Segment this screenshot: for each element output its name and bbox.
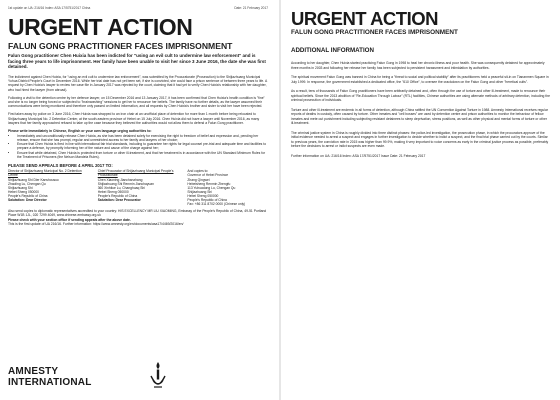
logo-line: AMNESTY <box>8 366 59 377</box>
address-heading: Director of Shijiazhuang Municipal No. 2 Detention Centre <box>8 169 82 178</box>
address-line: 360 Xinhilue Lu, Changhuaq Shi <box>97 185 145 190</box>
address-line: Hebei Sheng 050000 <box>187 193 219 198</box>
page-title: URGENT ACTION <box>8 14 193 40</box>
address-line: Shijiazhuang Shi Dier Kanshousuo <box>8 177 59 182</box>
address-line: People's Republic of China <box>97 193 138 198</box>
address-line: People's Republic of China <box>8 193 48 198</box>
address-line: Shijiazhuang Shi Renmin Jianchayuan <box>97 181 154 186</box>
address-line: Zhang Qingwei <box>187 177 210 182</box>
body-text <box>291 61 550 149</box>
body-paragraph: Following a visit to the detention centre by her defence lawyer, on 15 December 2016 and 13 January 2017, it has been confirmed that Chen Huixia's health condition is "fine" and she is no longer being forced or subjected to "brainwashing" sessions to get her to renounce her beliefs. The family have no further details, as the lawyer assumed their communications were being monitored and therefore only passed on limited information, and all requests by Chen Huixia's brother and sister to visit her have been rejected. <box>8 95 265 109</box>
address-block-procurator <box>98 169 179 206</box>
meta-date: Date: 21 February 2017 <box>234 6 268 10</box>
diplomatic-note: Also send copies to diplomatic representatives accredited to your country: HIS EXCELLENCY MR LIU XIAOMING, Embassy of the People's Republic of China, 49-51 Portland Place W1B 1JL, 020 7299 4049, www.chinese-embassy.org.uk <box>8 209 267 218</box>
additional-info-heading: ADDITIONAL INFORMATION <box>291 47 374 54</box>
address-block-copies <box>187 169 268 206</box>
body-paragraph: The spiritual movement Falun Gong was banned in China for being a "threat to social and political stability" after its practitioners held a peaceful sit-in on Tiananmen Square in July 1999. In response, the government established a dedicated office, the "610 Office", to oversee the crackdown on the Falun Gong and other "heretical cults". <box>291 75 549 84</box>
address-heading: Chief Procurator of Shijiazhuang Municipal People's Procuratorate <box>97 169 174 178</box>
address-line: 113 Yuhuadong Lu, Chengan Qu <box>187 185 236 190</box>
address-salutation: Salutation: Dear Director <box>8 197 47 202</box>
address-salutation: Salutation: Dear Procurator <box>97 197 141 202</box>
address-line: Chen Xiaoning Jianchanzhang <box>97 177 143 182</box>
address-line: Hebeisheng Renmin Zhengfu <box>187 181 231 186</box>
logo-line: INTERNATIONAL <box>8 376 92 388</box>
body-paragraph: The criminal justice system in China is roughly divided into three distinct phases: the police-led investigation, the prosecution phase, in which the procurators approve of the initial evidence needed to arrest a suspect and engages in further investigation to decide whether to indict a suspect, and the final trial phase carried out by the courts. Similar to previous years, the conviction rate in 2015 was higher than 99.9%, making it very important to voice concerns as early in the criminal justice process as possible, preferably before the decisions to arrest or indict suspects are even made. <box>291 130 549 148</box>
body-paragraph: First taken away by police on 3 June 2016, Chen Huixia was strapped to an iron chair at an unofficial place of detention for more than 1 month before being relocated to Shijiazhuang Municipal No. 2 Detention Center, at the south-eastern province of Hebei on 15 July 2016. Chen Huixia did not have a lawyer until November 2016, as many lawyers that her family approached refused to take up the case because they believed the authorities would not allow them to defend a Falun Gong practitioner. <box>8 112 260 126</box>
address-line: Hebei Sheng 050000 <box>8 189 39 194</box>
document-page-1 <box>0 0 279 400</box>
address-grid <box>8 169 268 206</box>
body-text <box>8 75 268 126</box>
page-subtitle: FALUN GONG PRACTITIONER FACES IMPRISONMENT <box>8 41 233 51</box>
address-line: Hebei Sheng 050000 <box>97 189 129 194</box>
appeal-item: • Immediately and unconditionally release Chen Huixia, as she has been detained solely for exercising the right to freedom of belief and expression and, pending her release, ensure that she has prompt, regular and unrestricted access to her family and lawyers of her choice; <box>17 134 268 143</box>
address-line: Governor of Hebei Province <box>187 173 229 178</box>
address-line: People's Republic of China <box>187 197 227 202</box>
appeal-heading: Please write immediately in Chinese, English or your own language urging authorities to: <box>8 129 152 134</box>
body-paragraph: According to her daughter, Chen Huixia started practicing Falun Gong in 1998 to heal her chronic illness and poor health. She was consequently detained for approximately three months in 2003 and following her release her family has been subjected to persistent harassment and intimidation by authorities. <box>291 61 545 70</box>
appeal-list <box>8 134 268 160</box>
amnesty-logo <box>8 367 92 388</box>
address-block-director <box>8 169 89 206</box>
deadline-note: Please check with your section office if sending appeals after the above date. <box>8 217 131 222</box>
address-line: Shijiazhuang Shi <box>187 189 212 194</box>
appeal-item: • Ensure that Chen Huixia is fired in line with international fair trial standards, including to guarantee her rights for legal counsel pre-trial and adequate time and facilities to prepare a defence, by promptly informing her of the nature and cause of the charge against her; <box>17 142 268 151</box>
send-appeals-heading: PLEASE SEND APPEALS BEFORE 4 APRIL 2017 TO: <box>8 163 113 169</box>
lead-paragraph: Falun Gong practitioner Chen Huixia has been indicted for "using an evil cult to undermine law enforcement" and is facing three years to life imprisonment. Her family have been unable to visit her since 3 June 2016, the date she was first detained. <box>8 53 266 70</box>
body-paragraph: Torture and other ill-treatment are endemic in all forms of detention, although China ratified the UN Convention Against Torture in 1988. Amnesty International receives regular reports of deaths in custody, often caused by torture. Other inmates and "cell bosses" are used by detention centre and prison authorities to monitor the behaviour of fellow inmates and mete out punishment including subjecting resistant detainees to sleep deprivation, stress positions, as well as other physical and mental forms of torture or other ill-treatment. <box>291 107 548 125</box>
address-line: Zhaoling Lu, Chengan Qu <box>8 181 46 186</box>
address-heading: And copies to: <box>187 169 209 174</box>
reference-line: Further information on UA: 216/16 Index: ASA 17/5751/2017 Issue Date: 21 February 2017 <box>291 153 426 158</box>
page-subtitle: FALUN GONG PRACTITIONER FACES IMPRISONMENT <box>291 29 458 36</box>
meta-index: 1st update on UA: 216/16 Index: ASA 17/5751/2017 China <box>8 6 91 10</box>
further-info-note: This is the first update of UA 216/16. Further information: https://www.amnesty.org/en/documents/asa17/4469/2016/en/ <box>8 222 184 227</box>
meta-row <box>8 6 268 10</box>
document-page-2 <box>281 0 560 400</box>
appeal-item: • Ensure that while detained, Chen Huixia is protected from torture or other ill-treatment, and that her treatment is in accordance with the UN Standard Minimum Rules for the Treatment of Prisoners (the Nelson Mandela Rules). <box>17 151 268 160</box>
body-paragraph: The indictment against Chen Huixia, for "using an evil cult to undermine law enforcement", was submitted by the Procuratorate (Prosecution) to the Shijiazhuang Municipal Yuhua District People's Court in December 2016. While her trial date has not yet been set, if she is convicted, she could face a prison sentence of between three years to life. A request by Chen Huixia's lawyer to review her case file in January 2017 was rejected by the court, claiming that it had yet to verify Chen Huixia's relationship with her daughter, who had hired the lawyer (from abroad). <box>8 74 267 92</box>
candle-icon <box>150 360 166 390</box>
body-paragraph: As a result, tens of thousands of Falun Gong practitioners have been arbitrarily detained and, often through the use of torture and other ill-treatment, made to renounce their spiritual beliefs. Since the 2013 abolition of "Re-Education Through Labour" (RTL) facilities, Chinese authorities are using alternate methods of arbitrary detention, including the criminal prosecution of individuals. <box>291 89 550 102</box>
address-line: Shijiazhuang Shi <box>8 185 33 190</box>
address-line: Fax: +86 311 8702 0000 (Chinese only) <box>187 202 246 207</box>
page-title: URGENT ACTION <box>291 8 438 29</box>
